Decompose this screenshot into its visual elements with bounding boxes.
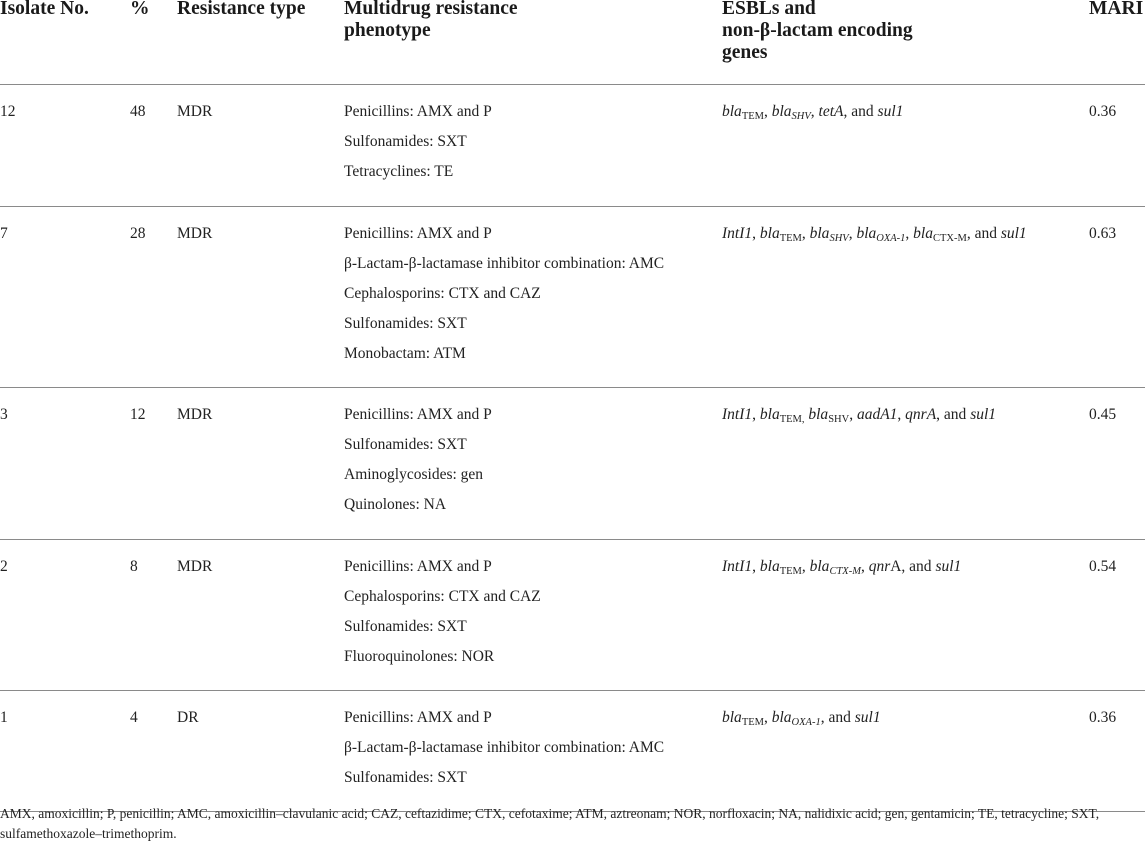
percent-value: 4 — [130, 709, 138, 726]
genes-cell — [722, 219, 1027, 249]
header-isolate: Isolate No. — [0, 0, 89, 19]
gene-token: SHV — [829, 233, 849, 244]
phenotype-line: Aminoglycosides: gen — [344, 466, 484, 483]
gene-token: CTX-M — [829, 566, 861, 577]
gene-token: TEM — [779, 233, 802, 244]
phenotype-line: Sulfonamides: SXT — [344, 133, 467, 150]
genes-cell — [722, 97, 903, 127]
gene-token: , — [763, 709, 772, 726]
phenotype-cell — [344, 219, 664, 369]
gene-token: , — [849, 406, 857, 423]
gene-list — [722, 406, 996, 423]
table-row — [0, 388, 1145, 540]
gene-list — [722, 709, 881, 726]
header-phenotype — [344, 0, 518, 42]
gene-token: bla — [856, 225, 877, 242]
phenotype-line: Tetracyclines: TE — [344, 163, 454, 180]
gene-token: bla — [809, 225, 830, 242]
percent-value: 12 — [130, 406, 146, 423]
gene-list — [722, 558, 961, 575]
phenotype-line: β-Lactam-β-lactamase inhibitor combination: AMC — [344, 255, 665, 272]
gene-token: TEM, — [779, 414, 805, 425]
phenotype-line: Sulfonamides: SXT — [344, 436, 467, 453]
gene-token: IntI1 — [722, 406, 753, 423]
percent-value: 8 — [130, 558, 138, 575]
gene-token: bla — [722, 103, 742, 120]
gene-token: CTX-M — [932, 233, 967, 244]
percent-value: 28 — [130, 225, 146, 242]
gene-token: OXA-1 — [791, 717, 821, 728]
mari-value: 0.54 — [1089, 558, 1117, 575]
isolate-number: 1 — [0, 709, 8, 726]
isolate-number: 3 — [0, 406, 8, 423]
gene-token: qnrA — [905, 406, 937, 423]
phenotype-line: Fluoroquinolones: NOR — [344, 648, 495, 665]
resistance-type: MDR — [177, 103, 213, 120]
isolate-number: 12 — [0, 103, 16, 120]
phenotype-line: Penicillins: AMX and P — [344, 406, 492, 423]
header-phenotype-line-1: Multidrug resistance — [344, 0, 518, 19]
phenotype-line: Sulfonamides: SXT — [344, 769, 467, 786]
phenotype-line: Penicillins: AMX and P — [344, 709, 492, 726]
phenotype-line: Penicillins: AMX and P — [344, 558, 492, 575]
gene-token: , — [801, 225, 810, 242]
header-genes — [722, 0, 913, 64]
gene-token: , and — [843, 103, 878, 120]
gene-list — [722, 225, 1027, 242]
gene-token: A, and — [890, 558, 936, 575]
table-header — [0, 0, 1145, 85]
gene-token: , — [752, 558, 760, 575]
gene-token: sul1 — [935, 558, 962, 575]
gene-token: qnr — [868, 558, 891, 575]
gene-token: sul1 — [877, 103, 904, 120]
gene-token: SHV — [791, 111, 811, 122]
gene-token: TEM — [741, 717, 764, 728]
phenotype-line: Sulfonamides: SXT — [344, 315, 467, 332]
gene-token: TEM — [741, 111, 764, 122]
gene-token: , — [752, 406, 760, 423]
gene-token: IntI1 — [722, 558, 753, 575]
gene-token: , — [801, 558, 810, 575]
gene-token: IntI1 — [722, 225, 753, 242]
gene-token: , and — [820, 709, 855, 726]
phenotype-line: Sulfonamides: SXT — [344, 618, 467, 635]
table-row — [0, 540, 1145, 691]
gene-token: SHV — [828, 414, 850, 425]
mari-value: 0.63 — [1089, 225, 1117, 242]
resistance-type: MDR — [177, 406, 213, 423]
gene-token: bla — [771, 709, 792, 726]
gene-token: bla — [759, 406, 780, 423]
gene-token: , — [848, 225, 857, 242]
table-row — [0, 691, 1145, 812]
header-resistance-type: Resistance type — [177, 0, 306, 19]
gene-token: TEM — [779, 566, 802, 577]
gene-token: OXA-1 — [876, 233, 906, 244]
resistance-type: DR — [177, 709, 199, 726]
phenotype-line: Monobactam: ATM — [344, 345, 466, 362]
genes-cell — [722, 400, 996, 430]
gene-token: tetA — [818, 103, 844, 120]
mari-value: 0.45 — [1089, 406, 1117, 423]
gene-token: , — [905, 225, 914, 242]
gene-token: , — [763, 103, 772, 120]
resistance-type: MDR — [177, 225, 213, 242]
percent-value: 48 — [130, 103, 146, 120]
gene-token: bla — [771, 103, 792, 120]
genes-cell — [722, 552, 961, 582]
gene-token: bla — [913, 225, 933, 242]
gene-list — [722, 103, 903, 120]
gene-token: bla — [759, 225, 780, 242]
gene-token: aadA1 — [856, 406, 898, 423]
phenotype-line: β-Lactam-β-lactamase inhibitor combination: AMC — [344, 739, 665, 756]
gene-token: , and — [936, 406, 971, 423]
header-phenotype-line-2: phenotype — [344, 20, 431, 41]
header-percent: % — [130, 0, 150, 19]
table-footnote: AMX, amoxicillin; P, penicillin; AMC, amoxicillin–clavulanic acid; CAZ, ceftazidime; CTX, cefotaxime; ATM, aztreonam; NOR, norfloxacin; NA, nalidixic acid; gen, gentamicin; TE, tetracycline; SXT, sulfamethoxazole–trimethoprim. — [0, 806, 1100, 841]
gene-token: , — [897, 406, 906, 423]
phenotype-line: Penicillins: AMX and P — [344, 225, 492, 242]
resistance-type: MDR — [177, 558, 213, 575]
gene-token: bla — [808, 406, 829, 423]
phenotype-cell — [344, 400, 492, 520]
gene-token: , — [752, 225, 760, 242]
isolate-number: 7 — [0, 225, 8, 242]
gene-token: sul1 — [970, 406, 997, 423]
phenotype-line: Cephalosporins: CTX and CAZ — [344, 588, 541, 605]
gene-token: , — [810, 103, 819, 120]
mari-value: 0.36 — [1089, 709, 1117, 726]
table-row — [0, 85, 1145, 207]
phenotype-line: Cephalosporins: CTX and CAZ — [344, 285, 541, 302]
gene-token: sul1 — [1000, 225, 1027, 242]
header-mari: MARI — [1089, 0, 1144, 19]
header-genes-line-3: genes — [722, 42, 768, 63]
gene-token: bla — [809, 558, 830, 575]
phenotype-line: Quinolones: NA — [344, 496, 447, 513]
table-row — [0, 207, 1145, 388]
phenotype-line: Penicillins: AMX and P — [344, 103, 492, 120]
genes-cell — [722, 703, 881, 733]
gene-token: bla — [759, 558, 780, 575]
gene-token: bla — [722, 709, 742, 726]
header-genes-line-1: ESBLs and — [722, 0, 816, 19]
gene-token: sul1 — [854, 709, 881, 726]
gene-token: , — [860, 558, 869, 575]
phenotype-cell — [344, 97, 492, 187]
phenotype-cell — [344, 552, 541, 672]
mari-value: 0.36 — [1089, 103, 1117, 120]
gene-token: , and — [966, 225, 1001, 242]
isolate-number: 2 — [0, 558, 8, 575]
phenotype-cell — [344, 703, 664, 793]
header-genes-line-2: non-β-lactam encoding — [722, 20, 913, 41]
